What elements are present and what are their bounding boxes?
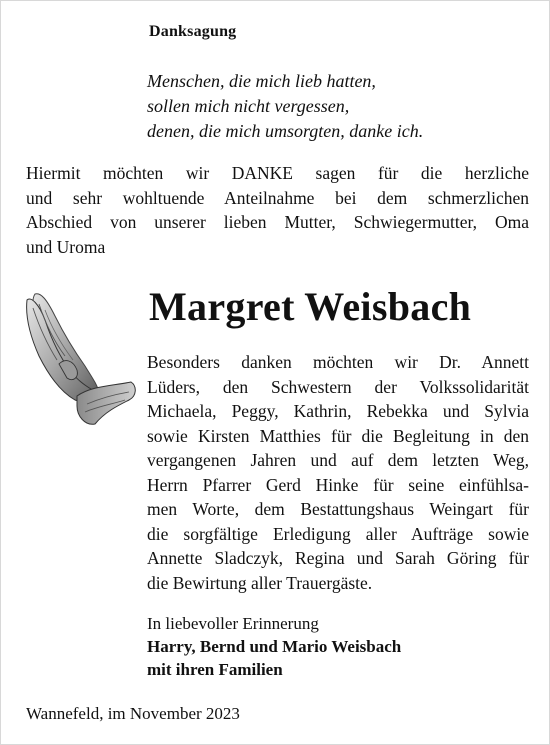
- thanks-line: sowie Kirsten Matthies für die Begleitung in den: [147, 425, 529, 446]
- thanks-line: vergangenen Jahren und auf dem letzten Weg,: [147, 450, 529, 470]
- closing-phrase: In liebevoller Erinnerung: [147, 614, 319, 633]
- signature-block: [147, 612, 401, 681]
- thanks-paragraph: [147, 350, 529, 595]
- intro-line: und Uroma: [26, 236, 106, 257]
- thanks-line: men Worte, dem Bestattungshaus Weingart für: [147, 499, 529, 519]
- mourners-families: mit ihren Familien: [147, 660, 283, 679]
- poem-line: denen, die mich umsorgten, danke ich.: [147, 121, 424, 141]
- notice-heading: Danksagung: [149, 23, 237, 40]
- poem-line: sollen mich nicht vergessen,: [147, 96, 350, 116]
- intro-line: und sehr wohltuende Anteilnahme bei dem schmerzlichen: [26, 187, 529, 208]
- poem-line: Menschen, die mich lieb hatten,: [147, 71, 376, 91]
- praying-hands-icon: [21, 286, 141, 431]
- thanks-line: Lüders, den Schwestern der Volkssolidarität: [147, 376, 529, 397]
- thanks-line: Besonders danken möchten wir Dr. Annett: [147, 352, 529, 372]
- thanks-line: Michaela, Peggy, Kathrin, Rebekka und Sylvia: [147, 401, 529, 421]
- thanks-line: Herrn Pfarrer Gerd Hinke für seine einfühlsa-: [147, 474, 529, 495]
- intro-paragraph: [26, 161, 529, 259]
- deceased-name: Margret Weisbach: [149, 284, 472, 329]
- poem: [147, 69, 423, 144]
- place-and-date: Wannefeld, im November 2023: [26, 704, 240, 723]
- thanks-line: die Bewirtung aller Trauergäste.: [147, 572, 373, 593]
- intro-line: Hiermit möchten wir DANKE sagen für die herzliche: [26, 163, 529, 183]
- thanks-line: Annette Sladczyk, Regina und Sarah Göring für: [147, 548, 529, 568]
- intro-line: Abschied von unserer lieben Mutter, Schwiegermutter, Oma: [26, 212, 529, 232]
- mourners-names: Harry, Bernd und Mario Weisbach: [147, 637, 402, 656]
- thanks-line: die sorgfältige Erledigung aller Aufträge sowie: [147, 523, 529, 544]
